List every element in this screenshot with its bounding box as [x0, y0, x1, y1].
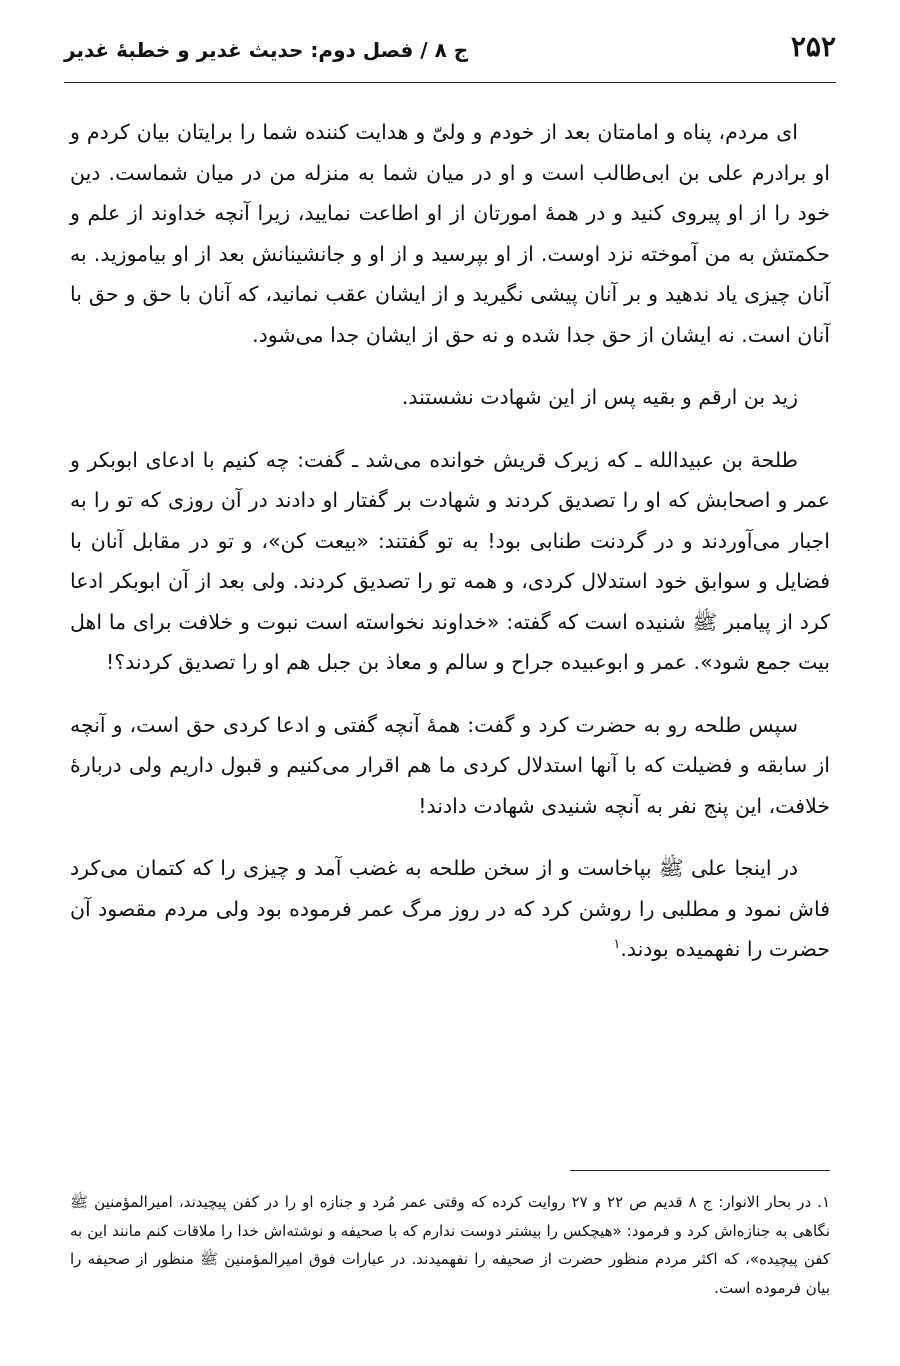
footnote-reference[interactable]: ۱ — [613, 937, 621, 953]
paragraph: زید بن ارقم و بقیه پس از این شهادت نشستند. — [401, 385, 798, 409]
paragraph-last — [70, 848, 830, 970]
paragraph: سپس طلحه رو به حضرت کرد و گفت: همهٔ آنچه گفتی و ادعا کردی حق است، و آنچه از سابقه و فضیلت که با آنها استدلال کردی ما هم اقرار می‌کنیم و قبول داریم ولی دربارهٔ خلافت، این پنج نفر به آنچه شنیدی شهادت دادند! — [70, 712, 830, 818]
page-number: ۲۵۲ — [790, 30, 836, 63]
paragraph: طلحة بن عبیدالله ـ که زیرک قریش خوانده می‌شد ـ گفت: چه کنیم با ادعای ابوبکر و عمر و اصحابش که او را تصدیق کردند و شهادت بر گفتار او دادند در آن روزی که تو را به اجبار می‌آوردند و در گردنت طنابی بود! به تو گفتند: «بیعت کن»، و تو در مقابل آنان با فضایل و سوابق خود استدلال کردی، و همه تو را تصدیق کردند. ولی بعد از آن ابوبکر ادعا کرد از پیامبر ﷺ شنیده است که گفته: «خداوند نخواسته است نبوت و خلافت برای ما اهل بیت جمع شود». عمر و ابوعبیده جراح و سالم و معاذ بن جبل هم او را تصدیق کردند؟! — [70, 447, 830, 674]
footnote-text: ۱. در بحار الانوار: ج ۸ قدیم ص ۲۲ و ۲۷ روایت کرده که وقتی عمر مُرد و جنازه او را در کفن پیچیدند، امیرالمؤمنین ﷺ نگاهی به جنازه‌اش کرد و فرمود: «هیچکس را بیشتر دوست ندارم که با صحیفه و نوشته‌اش خدا را ملاقات کنم مانند این به کفن پیچیده»، که اکثر مردم منظور حضرت از صحیفه را نفهمیدند. در عبارات فوق امیرالمؤمنین ﷺ منظور از صحیفه را بیان فرموده است. — [70, 1193, 831, 1297]
page-header — [64, 28, 836, 83]
paragraph: ای مردم، پناه و امامتان بعد از خودم و ولیّ و هدایت کننده شما را برایتان بیان کردم و او برادرم علی بن ابی‌طالب است و او در میان شما به منزله من در میان شماست. دین خود را از او پیروی کنید و در همهٔ امورتان از او اطاعت نمایید، زیرا آنچه خداوند از علم و حکمتش به من آموخته نزد اوست. از او بپرسید و از او و جانشینانش بعد از او بیاموزید. به آنان چیزی یاد ندهید و بر آنان پیشی نگیرید و از ایشان عقب نمانید، که آنان با حق و حق با آنان است. نه ایشان از حق جدا شده و نه حق از ایشان جدا می‌شود. — [70, 120, 830, 347]
footnote-divider — [570, 1170, 830, 1171]
footnote-section — [70, 1188, 830, 1302]
paragraph-text: در اینجا علی ﷺ بپاخاست و از سخن طلحه به غضب آمد و چیزی را که کتمان می‌کرد فاش نمود و مطلبی را روشن کرد که در روز مرگ عمر فرموده بود ولی مردم مقصود آن حضرت را نفهمیده بودند. — [70, 856, 830, 961]
body-text — [70, 112, 830, 992]
running-title: ج ۸ / فصل دوم: حدیث غدیر و خطبهٔ غدیر — [64, 38, 469, 62]
